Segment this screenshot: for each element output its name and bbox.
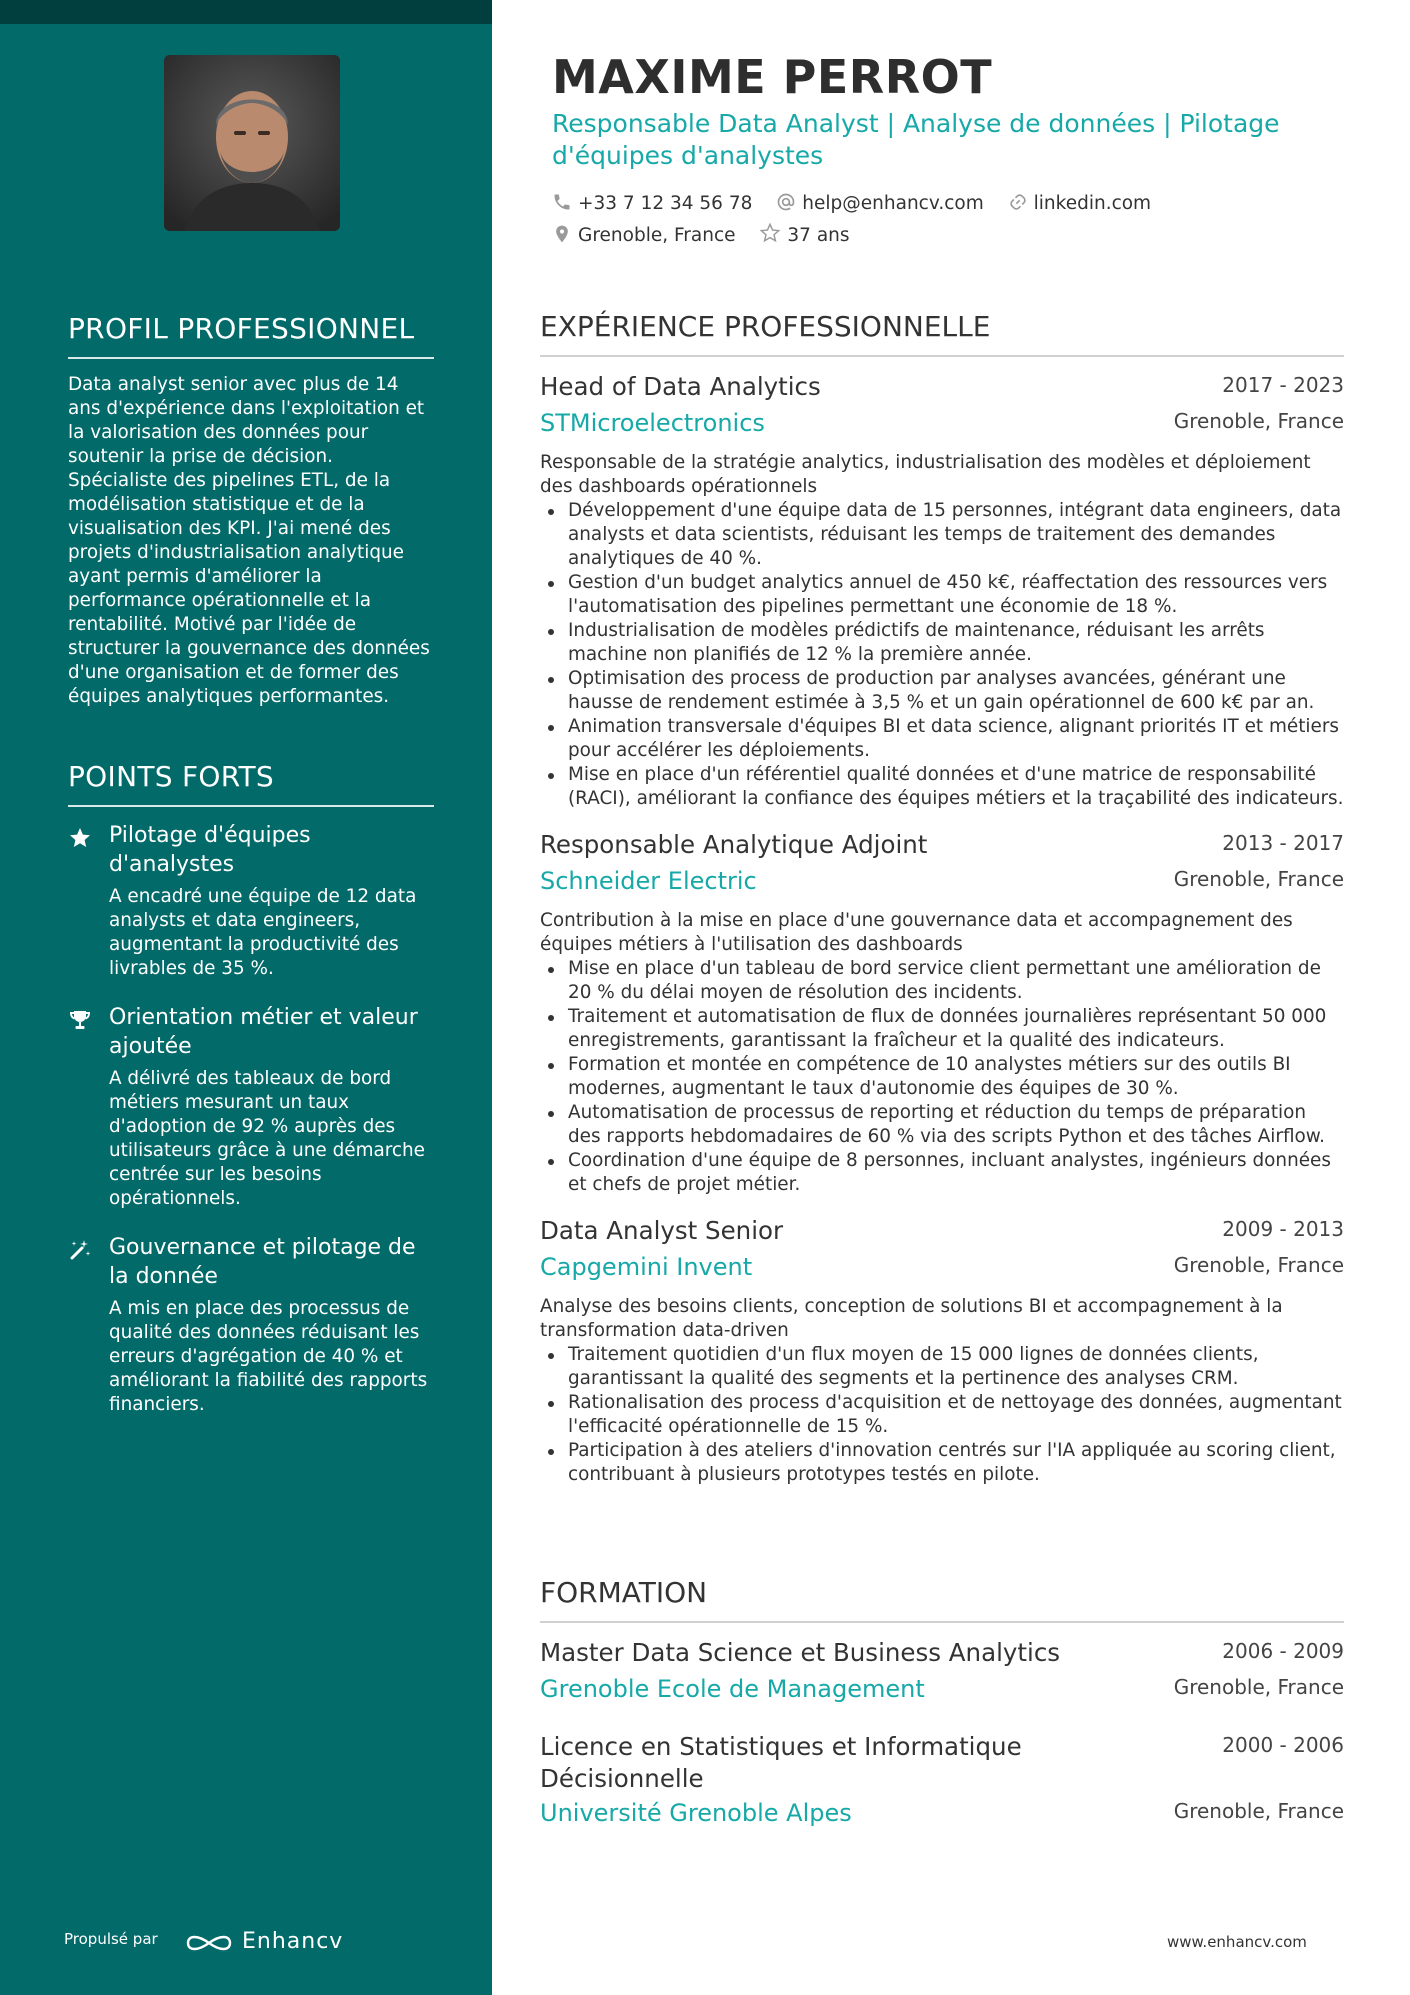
link-icon	[1008, 192, 1028, 212]
contact-age-text: 37 ans	[787, 225, 850, 246]
job-bullets	[540, 499, 1344, 811]
job-bullets	[540, 957, 1344, 1197]
job-entry	[540, 371, 1344, 811]
contact-phone[interactable]	[552, 192, 752, 214]
bullet-item: Mise en place d'un tableau de bord service client permettant une amélioration de 20 % du délai moyen de résolution des incidents.	[540, 957, 1344, 1005]
contact-linkedin[interactable]	[1008, 192, 1151, 214]
job-location: Grenoble, France	[1173, 409, 1344, 433]
school-location: Grenoble, France	[1173, 1675, 1344, 1699]
company-name: STMicroelectronics	[540, 409, 765, 437]
contact-linkedin-text: linkedin.com	[1033, 193, 1152, 214]
contact-location	[552, 224, 736, 246]
enhancv-logo-icon	[184, 1928, 234, 1958]
profile-text: Data analyst senior avec plus de 14 ans d'expérience dans l'exploitation et la valorisation des données pour soutenir la prise de décision. Spécialiste des pipelines ETL, de la modélisation statistique et de la visualisation des KPI. J'ai mené des projets d'industrialisation analytique ayant permis d'améliorer la performance opérationnelle et la rentabilité. Motivé par l'idée de structurer la gouvernance des données d'une organisation et de former des équipes analytiques performantes.	[68, 374, 430, 707]
location-pin-icon	[552, 224, 572, 244]
job-entry	[540, 1215, 1344, 1487]
strength-title: Gouvernance et pilotage de la donnée	[109, 1235, 416, 1289]
contact-email[interactable]	[776, 192, 983, 214]
strength-item	[68, 821, 434, 981]
powered-by-label: Propulsé par	[64, 1930, 158, 1948]
bullet-item: Industrialisation de modèles prédictifs de maintenance, réduisant les arrêts machine non planifiés de 12 % la première année.	[540, 619, 1344, 667]
bullet-item: Mise en place d'un référentiel qualité données et d'une matrice de responsabilité (RACI), améliorant la confiance des équipes métiers et la traçabilité des indicateurs.	[540, 763, 1344, 811]
company-name: Schneider Electric	[540, 867, 757, 895]
strength-desc: A mis en place des processus de qualité des données réduisant les erreurs d'agrégation de 40 % et améliorant la fiabilité des rapports financiers.	[109, 1298, 428, 1415]
school-location: Grenoble, France	[1173, 1799, 1344, 1823]
website-link[interactable]: www.enhancv.com	[1167, 1933, 1307, 1951]
contact-email-text: help@enhancv.com	[802, 193, 984, 214]
bullet-item: Automatisation de processus de reporting et réduction du temps de préparation des rapports hebdomadaires de 60 % via des scripts Python et des tâches Airflow.	[540, 1101, 1344, 1149]
job-location: Grenoble, France	[1173, 1253, 1344, 1277]
school-name: Grenoble Ecole de Management	[540, 1675, 925, 1703]
job-description: Contribution à la mise en place d'une gouvernance data et accompagnement des équipes métiers à l'utilisation des dashboards	[540, 910, 1293, 955]
profile-photo	[164, 55, 340, 231]
contact-location-text: Grenoble, France	[578, 225, 736, 246]
strength-title: Pilotage d'équipes d'analystes	[109, 823, 311, 877]
candidate-title: Responsable Data Analyst | Analyse de données | Pilotage d'équipes d'analystes	[552, 109, 1280, 170]
education-entry	[540, 1637, 1344, 1713]
enhancv-brand-text: Enhancv	[242, 1929, 344, 1954]
education-dates: 2006 - 2009	[1222, 1639, 1344, 1663]
strength-item	[68, 1233, 434, 1417]
bullet-item: Participation à des ateliers d'innovation centrés sur l'IA appliquée au scoring client, contribuant à plusieurs prototypes testés en pilote.	[540, 1439, 1344, 1487]
degree-title: Licence en Statistiques et Informatique Décisionnelle	[540, 1732, 1022, 1793]
school-name: Université Grenoble Alpes	[540, 1799, 852, 1827]
candidate-name: MAXIME PERROT	[552, 50, 993, 104]
strength-desc: A délivré des tableaux de bord métiers mesurant un taux d'adoption de 92 % auprès des utilisateurs grâce à une démarche centrée sur les besoins opérationnels.	[109, 1068, 425, 1209]
strength-item	[68, 1003, 434, 1211]
contact-row	[552, 192, 1169, 214]
strength-title: Orientation métier et valeur ajoutée	[109, 1005, 418, 1059]
job-dates: 2017 - 2023	[1222, 373, 1344, 397]
job-title: Head of Data Analytics	[540, 372, 821, 401]
job-dates: 2009 - 2013	[1222, 1217, 1344, 1241]
strengths-section	[68, 760, 434, 1417]
job-title: Responsable Analytique Adjoint	[540, 830, 928, 859]
bullet-item: Coordination d'une équipe de 8 personnes, incluant analystes, ingénieurs données et chefs de projet métier.	[540, 1149, 1344, 1197]
bullet-item: Traitement quotidien d'un flux moyen de 15 000 lignes de données clients, garantissant la qualité des segments et la pertinence des analyses CRM.	[540, 1343, 1344, 1391]
enhancv-logo	[184, 1928, 344, 1958]
bullet-item: Optimisation des process de production par analyses avancées, générant une hausse de rendement estimée à 3,5 % et un gain opérationnel de 600 k€ par an.	[540, 667, 1344, 715]
trophy-icon	[68, 1008, 92, 1032]
bullet-item: Formation et montée en compétence de 10 analystes métiers sur des outils BI modernes, augmentant le taux d'autonomie des équipes de 30 %.	[540, 1053, 1344, 1101]
contact-row-2	[552, 222, 868, 246]
bullet-item: Gestion d'un budget analytics annuel de 450 k€, réaffectation des ressources vers l'automatisation des pipelines permettant une économie de 18 %.	[540, 571, 1344, 619]
job-location: Grenoble, France	[1173, 867, 1344, 891]
experience-heading: EXPÉRIENCE PROFESSIONNELLE	[540, 310, 1344, 357]
star-outline-icon	[759, 222, 781, 244]
profile-heading: PROFIL PROFESSIONNEL	[68, 312, 434, 359]
sidebar	[0, 0, 492, 1995]
profile-section	[68, 312, 434, 709]
education-dates: 2000 - 2006	[1222, 1733, 1344, 1757]
job-title: Data Analyst Senior	[540, 1216, 784, 1245]
bullet-item: Développement d'une équipe data de 15 personnes, intégrant data engineers, data analysts et data scientists, réduisant les temps de traitement des demandes analytiques de 40 %.	[540, 499, 1344, 571]
bullet-item: Rationalisation des process d'acquisition et de nettoyage des données, augmentant l'efficacité opérationnelle de 15 %.	[540, 1391, 1344, 1439]
strengths-heading: POINTS FORTS	[68, 760, 434, 807]
degree-title: Master Data Science et Business Analytics	[540, 1638, 1061, 1667]
job-description: Responsable de la stratégie analytics, industrialisation des modèles et déploiement des dashboards opérationnels	[540, 452, 1311, 497]
job-description: Analyse des besoins clients, conception de solutions BI et accompagnement à la transformation data-driven	[540, 1296, 1283, 1341]
experience-section	[540, 310, 1344, 1487]
contact-phone-text: +33 7 12 34 56 78	[578, 193, 753, 214]
star-icon	[68, 826, 92, 850]
strength-desc: A encadré une équipe de 12 data analysts et data engineers, augmentant la productivité des livrables de 35 %.	[109, 886, 417, 979]
job-entry	[540, 829, 1344, 1197]
education-heading: FORMATION	[540, 1576, 1344, 1623]
education-section	[540, 1576, 1344, 1837]
job-bullets	[540, 1343, 1344, 1487]
phone-icon	[552, 192, 572, 212]
company-name: Capgemini Invent	[540, 1253, 753, 1281]
bullet-item: Traitement et automatisation de flux de données journalières représentant 50 000 enregistrements, garantissant la fraîcheur et la qualité des indicateurs.	[540, 1005, 1344, 1053]
at-icon	[776, 192, 796, 212]
education-entry	[540, 1731, 1344, 1837]
contact-age	[759, 222, 849, 246]
bullet-item: Animation transversale d'équipes BI et data science, alignant priorités IT et métiers pour accélérer les déploiements.	[540, 715, 1344, 763]
magic-wand-icon	[68, 1238, 92, 1262]
job-dates: 2013 - 2017	[1222, 831, 1344, 855]
sidebar-top-bar	[0, 0, 492, 24]
